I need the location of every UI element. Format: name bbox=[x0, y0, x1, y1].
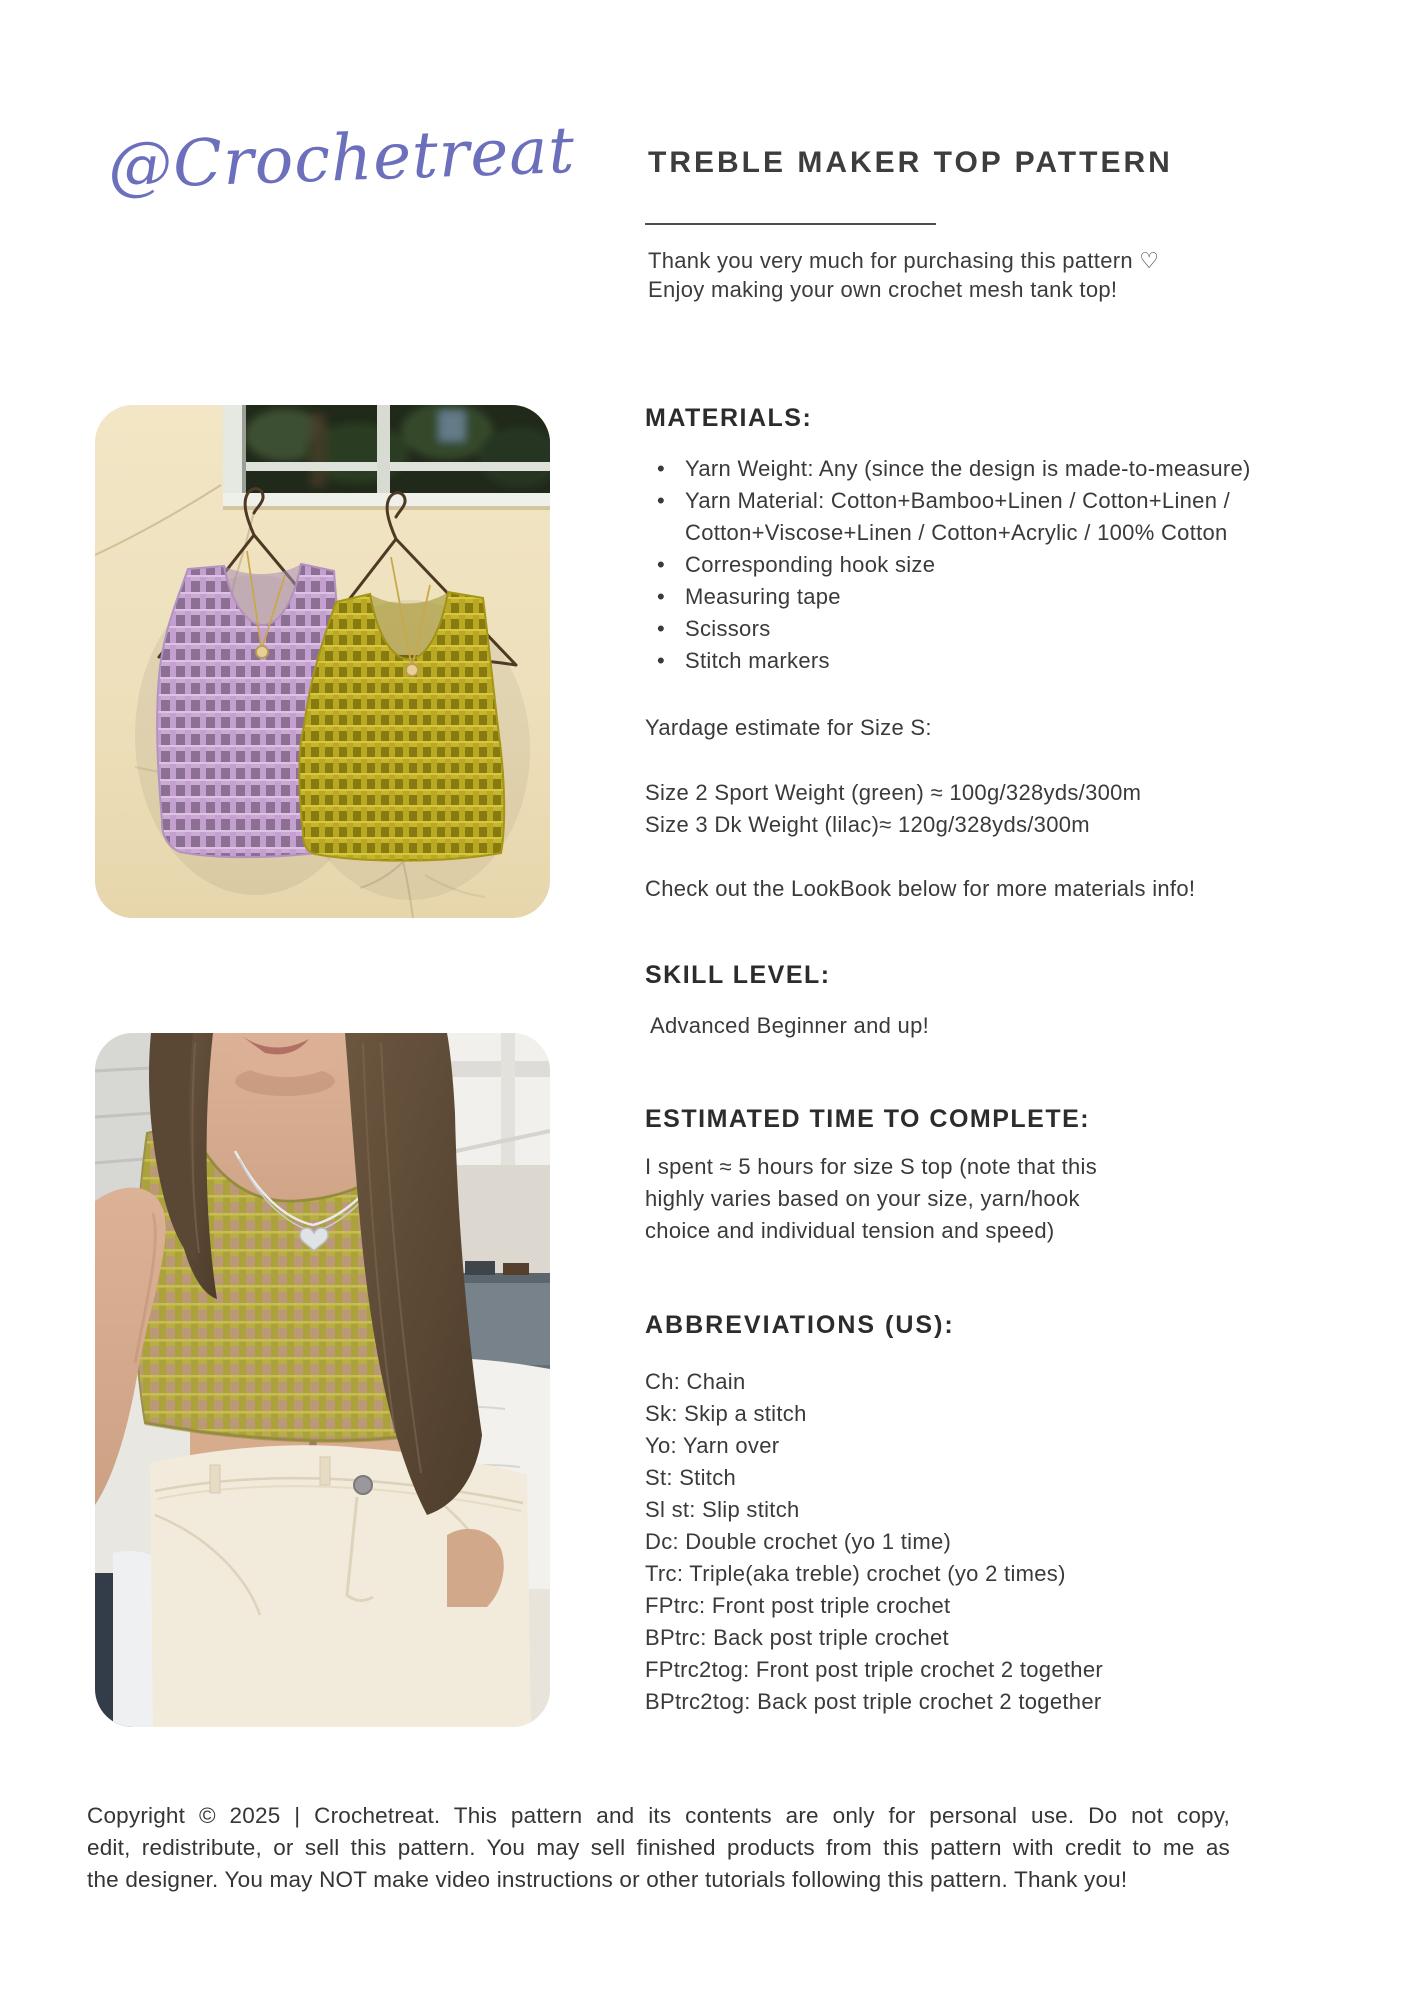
abbr-line: FPtrc: Front post triple crochet bbox=[645, 1593, 951, 1618]
abbr-line: Ch: Chain bbox=[645, 1369, 746, 1394]
list-item bbox=[645, 645, 1385, 677]
title-underline bbox=[645, 223, 936, 225]
abbr-line: FPtrc2tog: Front post triple crochet 2 together bbox=[645, 1657, 1103, 1682]
bullet-icon: • bbox=[657, 648, 666, 673]
copyright-line-1: Copyright © 2025 | Crochetreat. This pattern and its contents are only for personal use. Do not copy, bbox=[87, 1803, 1230, 1828]
materials-item-text: Yarn Material: Cotton+Bamboo+Linen / Cotton+Linen / bbox=[685, 488, 1231, 513]
abbr-line: Dc: Double crochet (yo 1 time) bbox=[645, 1529, 952, 1554]
abbreviations-heading: ABBREVIATIONS (US): bbox=[645, 1311, 955, 1339]
yardage-intro: Yardage estimate for Size S: bbox=[645, 715, 932, 740]
lookbook-note: Check out the LookBook below for more materials info! bbox=[645, 876, 1196, 901]
materials-item-text: Corresponding hook size bbox=[685, 552, 936, 577]
copyright-line-3: the designer. You may NOT make video instructions or other tutorials following this pattern. Thank you! bbox=[87, 1866, 1128, 1892]
abbr-line: BPtrc2tog: Back post triple crochet 2 together bbox=[645, 1689, 1102, 1714]
bullet-icon: • bbox=[657, 456, 666, 481]
yardage-line-lilac: Size 3 Dk Weight (lilac)≈ 120g/328yds/300m bbox=[645, 812, 1090, 837]
time-line-2: highly varies based on your size, yarn/hook bbox=[645, 1186, 1080, 1211]
materials-item-text: Yarn Weight: Any (since the design is made-to-measure) bbox=[685, 456, 1251, 481]
materials-heading: MATERIALS: bbox=[645, 404, 813, 432]
page-title: TREBLE MAKER TOP PATTERN bbox=[648, 146, 1173, 179]
yardage-line-green: Size 2 Sport Weight (green) ≈ 100g/328yds/300m bbox=[645, 780, 1142, 805]
abbr-line: Yo: Yarn over bbox=[645, 1433, 780, 1458]
abbr-line: St: Stitch bbox=[645, 1465, 737, 1490]
copyright-notice bbox=[87, 1800, 1230, 1895]
copyright-line-2: edit, redistribute, or sell this pattern. You may sell finished products from this pattern with credit to me as bbox=[87, 1834, 1230, 1860]
intro-line-2: Enjoy making your own crochet mesh tank top! bbox=[648, 277, 1118, 302]
skill-level-heading: SKILL LEVEL: bbox=[645, 961, 831, 989]
skill-level-text: Advanced Beginner and up! bbox=[650, 1013, 930, 1038]
window bbox=[223, 405, 550, 510]
estimated-time-text bbox=[645, 1151, 1097, 1247]
hanging-tops-photo bbox=[95, 405, 550, 918]
abbreviations-list bbox=[645, 1366, 1103, 1718]
model-illustration bbox=[95, 1033, 550, 1727]
brand-logo: @Crochetreat bbox=[106, 113, 577, 205]
yardage-lines bbox=[645, 777, 1141, 841]
jeans-button bbox=[354, 1476, 372, 1494]
list-item bbox=[645, 581, 1385, 613]
list-item bbox=[645, 613, 1385, 645]
bullet-icon: • bbox=[657, 488, 666, 513]
hand bbox=[447, 1529, 504, 1607]
model-photo bbox=[95, 1033, 550, 1727]
hanging-tops-illustration bbox=[95, 405, 550, 918]
intro-text bbox=[648, 246, 1159, 304]
materials-item-text: Scissors bbox=[685, 616, 771, 641]
time-line-3: choice and individual tension and speed) bbox=[645, 1218, 1055, 1243]
estimated-time-heading: ESTIMATED TIME TO COMPLETE: bbox=[645, 1105, 1091, 1133]
bullet-icon: • bbox=[657, 616, 666, 641]
bullet-icon: • bbox=[657, 584, 666, 609]
abbr-line: Sl st: Slip stitch bbox=[645, 1497, 800, 1522]
list-item bbox=[645, 453, 1385, 485]
list-item bbox=[645, 549, 1385, 581]
materials-item-text: Stitch markers bbox=[685, 648, 830, 673]
abbr-line: BPtrc: Back post triple crochet bbox=[645, 1625, 949, 1650]
abbr-line: Trc: Triple(aka treble) crochet (yo 2 times) bbox=[645, 1561, 1066, 1586]
time-line-1: I spent ≈ 5 hours for size S top (note that this bbox=[645, 1154, 1098, 1179]
materials-list bbox=[645, 453, 1385, 677]
abbr-line: Sk: Skip a stitch bbox=[645, 1401, 807, 1426]
bullet-icon: • bbox=[657, 552, 666, 577]
materials-item-text: Cotton+Viscose+Linen / Cotton+Acrylic / 100% Cotton bbox=[685, 520, 1228, 545]
list-item bbox=[645, 485, 1385, 549]
materials-item-text: Measuring tape bbox=[685, 584, 841, 609]
intro-line-1: Thank you very much for purchasing this pattern ♡ bbox=[648, 248, 1160, 273]
